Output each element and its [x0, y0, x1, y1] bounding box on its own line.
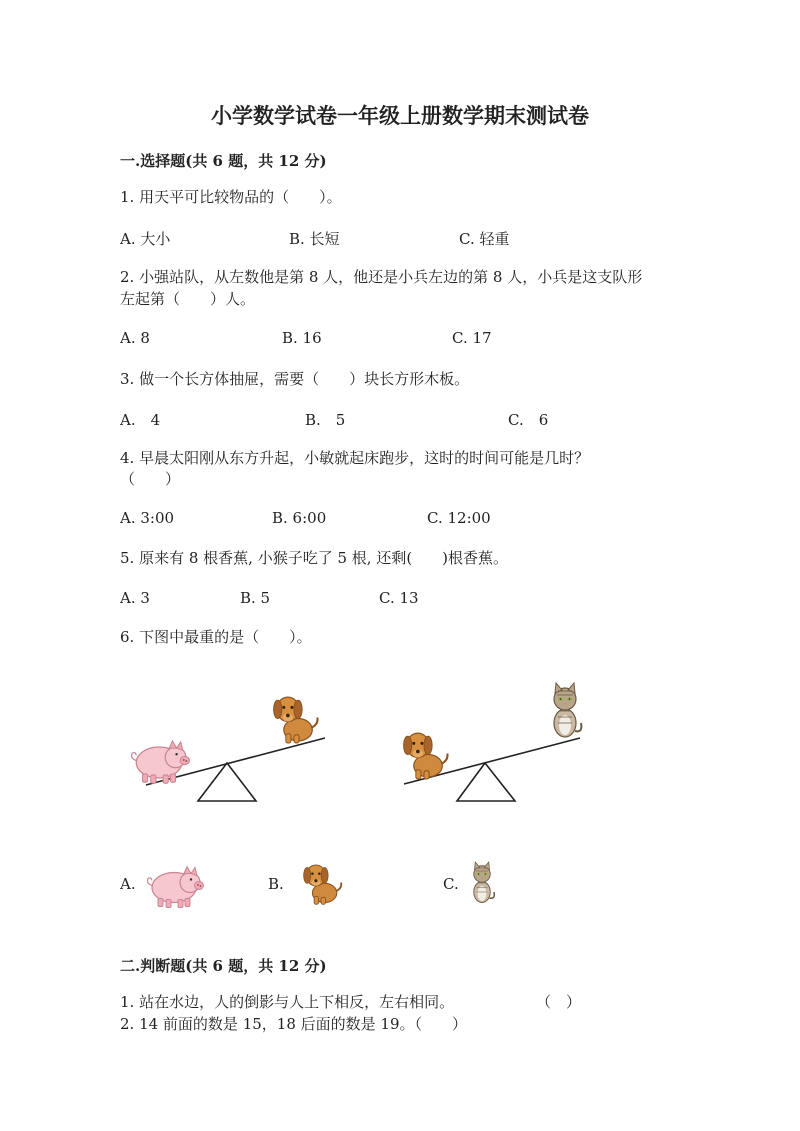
question-6-option-a[interactable]: A.	[120, 875, 136, 893]
question-1-option-c[interactable]: C. 轻重	[459, 230, 510, 248]
section-heading-choice: 一.选择题(共 6 题，共 12 分)	[120, 152, 327, 170]
judgement-question-1: 1. 站在水边，人的倒影与人上下相反，左右相同。	[120, 993, 455, 1011]
question-4-option-c[interactable]: C. 12:00	[427, 509, 491, 527]
question-3: 3. 做一个长方体抽屉，需要（ ）块长方形木板。	[120, 370, 470, 388]
left-seesaw	[132, 697, 325, 801]
dog-icon	[300, 858, 344, 906]
dog-icon	[404, 733, 448, 779]
seesaw-figure	[120, 675, 600, 810]
question-3-option-c[interactable]: C. 6	[508, 411, 549, 429]
question-4-line-2: （ ）	[120, 470, 181, 488]
question-1: 1. 用天平可比较物品的（ ）。	[120, 188, 342, 206]
question-1-option-b[interactable]: B. 长短	[289, 230, 340, 248]
question-3-option-b[interactable]: B. 5	[305, 411, 346, 429]
question-3-option-a[interactable]: A. 4	[120, 411, 161, 429]
question-5-option-b[interactable]: B. 5	[240, 589, 271, 607]
question-2-line-2: 左起第（ ）人。	[120, 290, 256, 308]
question-6-option-b[interactable]: B.	[268, 875, 284, 893]
question-2-option-b[interactable]: B. 16	[282, 329, 322, 347]
pig-icon	[132, 741, 190, 783]
question-5: 5. 原来有 8 根香蕉, 小猴子吃了 5 根, 还剩( )根香蕉。	[120, 549, 509, 567]
dog-icon	[274, 697, 318, 743]
question-2-option-a[interactable]: A. 8	[120, 329, 150, 347]
question-4-option-b[interactable]: B. 6:00	[272, 509, 327, 527]
question-4-option-a[interactable]: A. 3:00	[120, 509, 175, 527]
question-6: 6. 下图中最重的是（ ）。	[120, 628, 312, 646]
page-title: 小学数学试卷一年级上册数学期末测试卷	[211, 103, 589, 128]
pig-icon	[144, 862, 204, 910]
judgement-question-1-blank[interactable]: （ ）	[536, 993, 582, 1011]
question-4-line-1: 4. 早晨太阳刚从东方升起，小敏就起床跑步，这时的时间可能是几时？	[120, 449, 590, 467]
question-5-option-a[interactable]: A. 3	[120, 589, 150, 607]
section-heading-judgement: 二.判断题(共 6 题，共 12 分)	[120, 957, 327, 975]
question-1-option-a[interactable]: A. 大小	[120, 230, 171, 248]
question-2-option-c[interactable]: C. 17	[452, 329, 492, 347]
cat-icon	[467, 857, 497, 909]
question-6-option-c[interactable]: C.	[443, 875, 459, 893]
cat-icon	[554, 683, 581, 737]
judgement-question-2: 2. 14 前面的数是 15，18 后面的数是 19。（ ）	[120, 1015, 468, 1033]
right-seesaw	[404, 683, 582, 801]
question-5-option-c[interactable]: C. 13	[379, 589, 419, 607]
question-2-line-1: 2. 小强站队，从左数他是第 8 人，他还是小兵左边的第 8 人，小兵是这支队形	[120, 268, 643, 286]
